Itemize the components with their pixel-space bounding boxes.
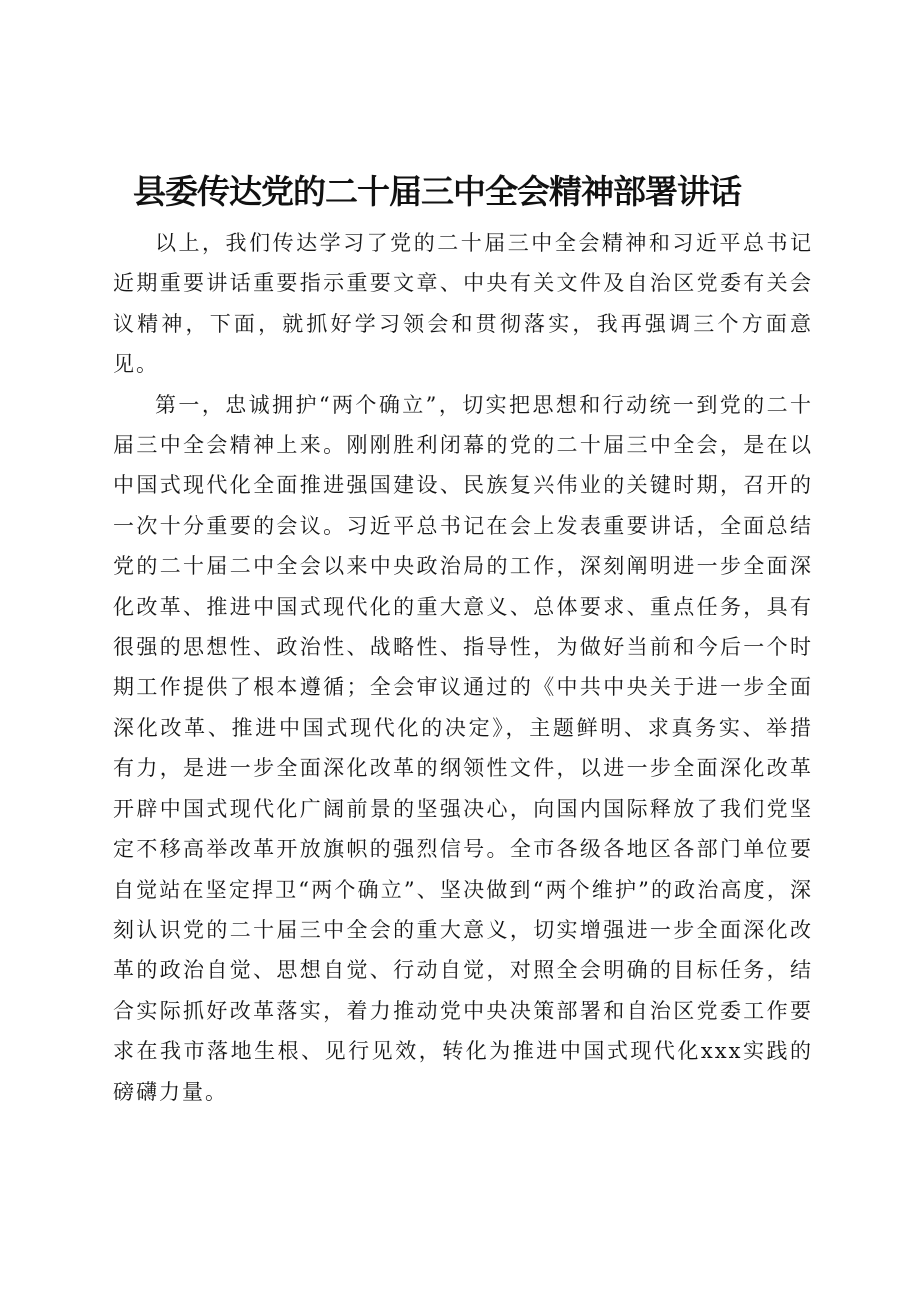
paragraph-intro: 以上，我们传达学习了党的二十届三中全会精神和习近平总书记近期重要讲话重要指示重要文章、中央有关文件及自治区党委有关会议精神，下面，就抓好学习领会和贯彻落实，我再强调三个方面意见。 [113,231,813,377]
paragraph-first-point: 第一，忠诚拥护“两个确立”，切实把思想和行动统一到党的二十届三中全会精神上来。刚刚胜利闭幕的党的二十届三中全会，是在以中国式现代化全面推进强国建设、民族复兴伟业的关键时期，召开的一次十分重要的会议。习近平总书记在会上发表重要讲话，全面总结党的二十届二中全会以来中央政治局的工作，深刻阐明进一步全面深化改革、推进中国式现代化的重大意义、总体要求、重点任务，具有很强的思想性、政治性、战略性、指导性，为做好当前和今后一个时期工作提供了根本遵循；全会审议通过的《中共中央关于进一步全面深化改革、推进中国式现代化的决定》，主题鲜明、求真务实、举措有力，是进一步全面深化改革的纲领性文件，以进一步全面深化改革开辟中国式现代化广阔前景的坚强决心，向国内国际释放了我们党坚定不移高举改革开放旗帜的强烈信号。全市各级各地区各部门单位要自觉站在坚定捍卫“两个确立”、坚决做到“两个维护”的政治高度，深刻认识党的二十届三中全会的重大意义，切实增强进一步全面深化改革的政治自觉、思想自觉、行动自觉，对照全会明确的目标任务，结合实际抓好改革落实，着力推动党中央决策部署和自治区党委工作要求在我市落地生根、见行见效，转化为推进中国式现代化xxx实践的磅礴力量。 [113,392,813,1104]
document-title: 县委传达党的二十届三中全会精神部署讲话 [133,172,741,211]
document-body [113,223,813,1112]
